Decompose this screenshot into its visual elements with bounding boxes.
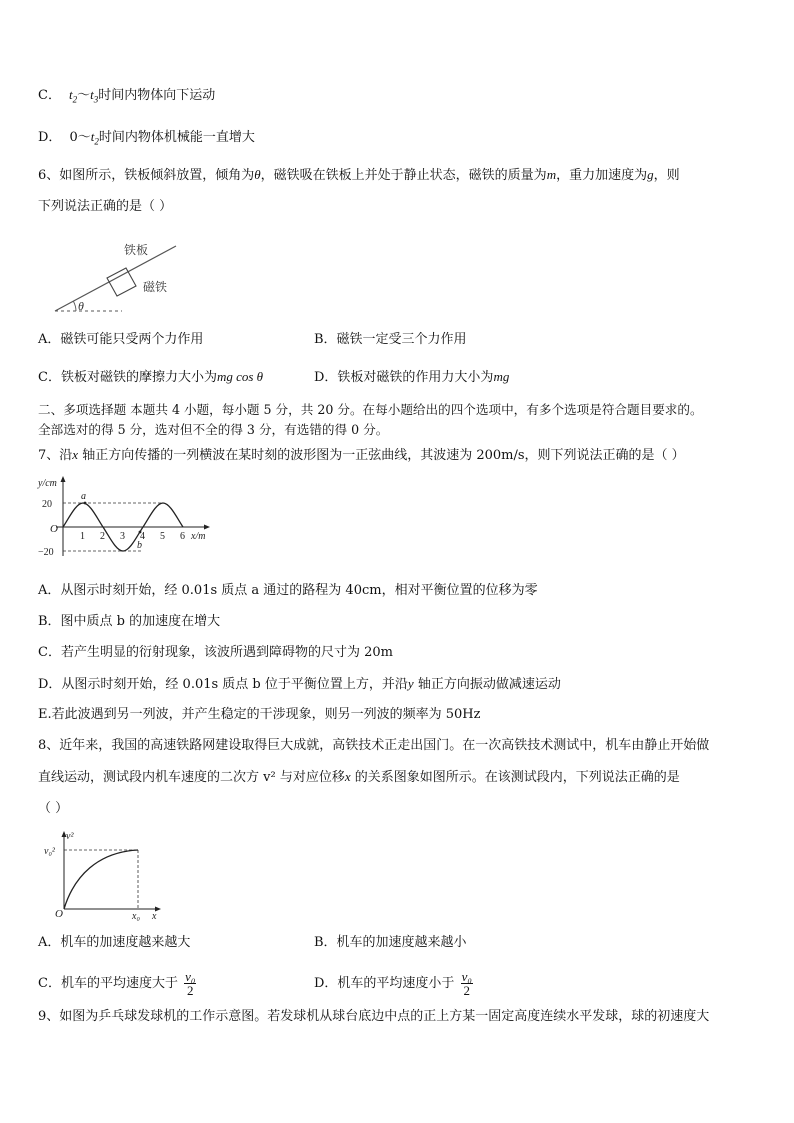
iron-plate-line <box>55 246 176 311</box>
origin-label: O <box>50 523 58 535</box>
fraction-v0-over-2 <box>461 970 473 997</box>
math-var: g <box>647 167 654 182</box>
math-var: θ <box>254 167 261 182</box>
option-label: D． <box>38 130 62 145</box>
stem-text: 6、如图所示，铁板倾斜放置，倾角为 <box>38 168 255 183</box>
math-sub: 3 <box>93 94 99 105</box>
option-text: D．铁板对磁铁的作用力大小为 <box>314 370 494 385</box>
fraction-denominator: 2 <box>463 983 470 998</box>
fraction-v0-over-2 <box>184 970 196 997</box>
point-a-dot <box>84 502 87 505</box>
q7-option-a: A．从图示时刻开始，经 0.01s 质点 a 通过的路程为 40cm，相对平衡位置的位移为零 <box>38 583 538 598</box>
stem-text: 轴正方向传播的一列横波在某时刻的波形图为一正弦曲线，其波速为 200m/s，则下列说法正确的是（ ） <box>78 448 685 463</box>
x-tick-6: 6 <box>180 531 185 542</box>
q6-stem-line2: 下列说法正确的是（ ） <box>38 199 173 214</box>
section-header-line2: 全部选对的得 5 分，选对但不全的得 3 分，有选错的得 0 分。 <box>38 422 389 437</box>
q8-option-c <box>38 970 196 997</box>
q6-option-c <box>38 368 263 387</box>
math-var: x <box>72 447 79 462</box>
stem-text: ，重力加速度为 <box>556 168 648 183</box>
option-text: C．铁板对磁铁的摩擦力大小为 <box>38 370 217 385</box>
math-var: m <box>546 167 557 182</box>
math-var: t <box>68 87 73 102</box>
math-var: y <box>407 676 414 691</box>
angle-label: θ <box>78 299 84 313</box>
option-text: 时间内物体向下运动 <box>98 88 216 103</box>
math-expr: mg cos θ <box>216 369 264 384</box>
q7-wave-figure <box>36 472 216 562</box>
point-a-label: a <box>81 491 86 502</box>
y-axis-arrow <box>61 476 66 482</box>
x-tick-3: 3 <box>120 531 125 542</box>
q6-incline-figure <box>52 238 192 318</box>
stem-text: 的关系图象如图所示。在该测试段内，下列说法正确的是 <box>350 770 680 785</box>
math-expr: mg <box>493 369 510 384</box>
x-axis-label: x <box>152 911 157 922</box>
fraction-denominator: 2 <box>186 983 194 998</box>
q7-option-d <box>38 675 561 694</box>
q6-option-a: A．磁铁可能只受两个力作用 <box>38 332 204 347</box>
option-label: C． <box>38 88 61 103</box>
section-header-line1: 二、多项选择题 本题共 4 小题，每小题 5 分，共 20 分。在每小题给出的四个选项中，有多个选项是符合题目要求的。 <box>38 402 703 417</box>
q8-stem-line1: 8、近年来，我国的高速铁路网建设取得巨大成就，高铁技术正走出国门。在一次高铁技术测试中，机车由静止开始做 <box>38 738 710 753</box>
q9-stem-line1: 9、如图为乒乓球发球机的工作示意图。若发球机从球台底边中点的正上方某一固定高度连续水平发球，球的初速度大 <box>38 1009 710 1024</box>
angle-arc <box>74 302 77 312</box>
q7-option-c: C．若产生明显的衍射现象，该波所遇到障碍物的尺寸为 20m <box>38 645 393 660</box>
math-sub: 2 <box>94 136 99 147</box>
y-tick-neg20: −20 <box>38 547 54 558</box>
math-var: x <box>344 769 351 784</box>
option-text: D．机车的平均速度小于 <box>314 976 455 991</box>
q5-option-d <box>38 128 255 151</box>
q5-option-c <box>38 86 215 109</box>
math-op: ～ <box>77 88 91 103</box>
v0sq-label: v₀² <box>44 846 55 857</box>
math-var: t <box>90 87 94 102</box>
x0-label: x₀ <box>132 911 140 922</box>
stem-text: 7、沿 <box>38 448 73 463</box>
math-var: t <box>90 129 95 144</box>
x-axis-label: x/m <box>191 531 206 542</box>
fraction-numerator: v₀ <box>461 969 472 984</box>
option-text: D．从图示时刻开始，经 0.01s 质点 b 位于平衡位置上方，并沿 <box>38 677 408 692</box>
q8-option-b: B．机车的加速度越来越小 <box>314 935 467 950</box>
x-tick-5: 5 <box>160 531 165 542</box>
plate-label: 铁板 <box>124 243 149 257</box>
x-tick-2: 2 <box>100 531 105 542</box>
fraction-numerator: v₀ <box>185 969 196 984</box>
y-axis-label: y/cm <box>38 478 57 489</box>
point-b-label: b <box>137 540 142 551</box>
q8-graph-figure <box>40 828 170 922</box>
option-text: C．机车的平均速度大于 <box>38 976 178 991</box>
stem-text: ，磁铁吸在铁板上并处于静止状态，磁铁的质量为 <box>260 168 547 183</box>
q6-stem-line1 <box>38 166 680 185</box>
x-tick-1: 1 <box>80 531 85 542</box>
magnet-label: 磁铁 <box>143 280 168 294</box>
q8-stem-line3: （ ） <box>38 801 69 816</box>
option-text: 轴正方向振动做减速运动 <box>413 677 561 692</box>
q7-stem <box>38 446 685 465</box>
q6-option-b: B．磁铁一定受三个力作用 <box>314 332 467 347</box>
x-axis-arrow <box>204 525 210 530</box>
origin-label: O <box>55 908 63 920</box>
q8-option-a: A．机车的加速度越来越大 <box>38 935 191 950</box>
y-axis-label: v² <box>66 831 74 842</box>
v2-x-curve <box>64 850 138 909</box>
stem-text: 直线运动，测试段内机车速度的二次方 v² 与对应位移 <box>38 770 345 785</box>
x-tick-4: 4 <box>140 531 145 542</box>
stem-text: ，则 <box>653 168 680 183</box>
q7-option-e: E.若此波遇到另一列波，并产生稳定的干涉现象，则另一列波的频率为 50Hz <box>38 707 481 722</box>
q6-option-d <box>314 368 509 387</box>
magnet-block <box>107 268 136 296</box>
math-sub: 2 <box>72 94 78 105</box>
q8-stem-line2 <box>38 768 680 787</box>
q8-option-d <box>314 970 473 997</box>
option-text: 时间内物体机械能一直增大 <box>98 130 255 145</box>
q7-option-b: B．图中质点 b 的加速度在增大 <box>38 614 221 629</box>
y-tick-20: 20 <box>42 499 52 510</box>
math-expr: 0～ <box>69 130 91 145</box>
